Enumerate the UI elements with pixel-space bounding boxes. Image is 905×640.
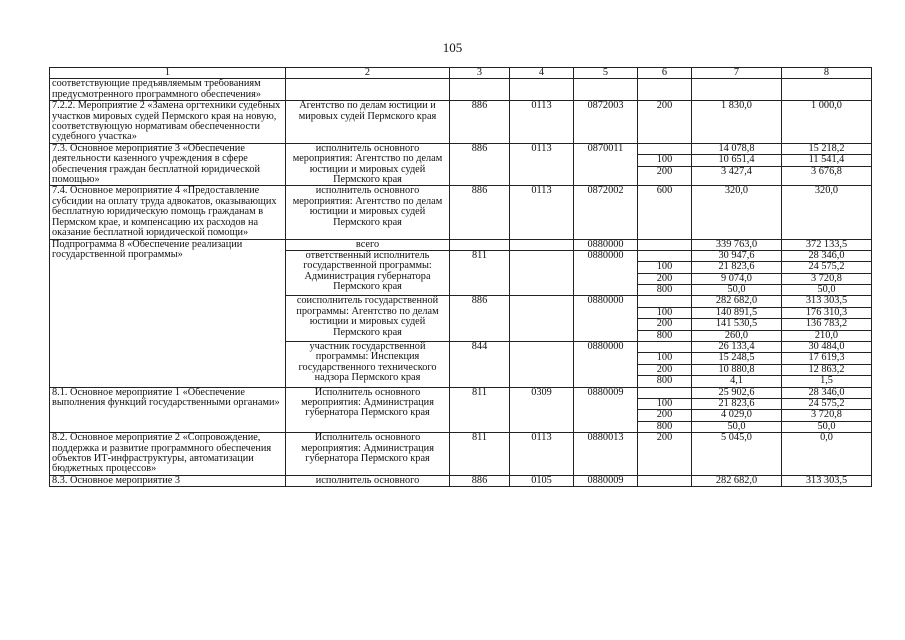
empty-cell <box>638 79 692 101</box>
executor: соисполнитель государственной программы: Агентство по делам юстиции и мировых судей Пермского края <box>286 296 450 342</box>
amount-year-1-value: 14 078,8 <box>718 142 755 154</box>
column-number-header <box>50 68 872 79</box>
expense-type-value: 200 <box>638 166 691 177</box>
target-code: 0880009 <box>574 387 638 433</box>
expense-type <box>638 101 692 144</box>
column-header: 6 <box>638 68 692 79</box>
expense-type-value <box>638 476 691 486</box>
section-code <box>510 296 574 342</box>
amount-year-2-value: 24 575,2 <box>782 261 871 272</box>
expense-type-value: 100 <box>638 261 691 272</box>
expense-type-value <box>638 388 691 398</box>
subprogram-row <box>50 239 872 250</box>
amount-year-1-value: 1 830,0 <box>721 100 752 112</box>
amount-year-2-value: 30 484,0 <box>808 341 845 353</box>
executor: участник государственной программы: Инспекция государственного технического надзора Пермского края <box>286 342 450 388</box>
section-code <box>510 342 574 388</box>
section-code: 0113 <box>510 186 574 239</box>
expense-type <box>638 475 692 486</box>
amount-year-2-value: 210,0 <box>782 330 871 341</box>
table-row <box>50 143 872 186</box>
amount-year-1-value: 3 427,4 <box>692 166 781 177</box>
table-row <box>50 101 872 144</box>
target-code: 0880000 <box>574 239 638 250</box>
amount-year-2 <box>782 239 872 250</box>
target-code: 0872002 <box>574 186 638 239</box>
expense-type-value: 800 <box>638 284 691 295</box>
amount-year-1-value: 21 823,6 <box>692 398 781 409</box>
expense-type <box>638 296 692 342</box>
target-code: 0872003 <box>574 101 638 144</box>
amount-year-2-value: 28 346,0 <box>808 249 845 261</box>
expense-type-value: 100 <box>638 307 691 318</box>
amount-year-1-value: 141 530,5 <box>692 318 781 329</box>
target-code <box>574 79 638 101</box>
amount-year-2 <box>782 475 872 486</box>
amount-year-1-value: 5 045,0 <box>721 432 752 444</box>
amount-year-2-value: 372 133,5 <box>805 238 848 250</box>
expense-type-value: 800 <box>638 375 691 386</box>
amount-year-2 <box>782 342 872 388</box>
table-row <box>50 475 872 486</box>
amount-year-1 <box>692 433 782 476</box>
expense-type-value <box>638 240 691 250</box>
amount-year-2-value: 28 346,0 <box>808 386 845 398</box>
ministry-code: 886 <box>450 186 510 239</box>
expense-type <box>638 143 692 186</box>
amount-year-1-value: 10 651,4 <box>692 154 781 165</box>
section-code: 0105 <box>510 475 574 486</box>
expense-type-value <box>638 342 691 352</box>
section-code: 0113 <box>510 101 574 144</box>
ministry-code <box>450 79 510 101</box>
section-code: 0113 <box>510 143 574 186</box>
amount-year-2-value: 1 000,0 <box>811 100 842 112</box>
target-code: 0880000 <box>574 250 638 296</box>
expense-type <box>638 342 692 388</box>
amount-year-1 <box>692 186 782 239</box>
executor: ответственный исполнитель государственной программы: Администрация губернатора Пермского края <box>286 250 450 296</box>
expense-type-value: 100 <box>638 352 691 363</box>
amount-year-2-value: 320,0 <box>814 185 839 197</box>
activity-name: 7.2.2. Мероприятие 2 «Замена оргтехники судебных участков мировых судей Пермского края на новую, соответствующую нормативам обеспеченности судебного участка» <box>50 101 286 144</box>
expense-type-value: 200 <box>638 409 691 420</box>
ministry-code: 811 <box>450 250 510 296</box>
amount-year-2-value: 50,0 <box>782 421 871 432</box>
ministry-code: 886 <box>450 296 510 342</box>
amount-year-1 <box>692 475 782 486</box>
column-header: 8 <box>782 68 872 79</box>
executor: Агентство по делам юстиции и мировых судей Пермского края <box>286 101 450 144</box>
budget-table <box>49 67 872 487</box>
ministry-code: 886 <box>450 143 510 186</box>
ministry-code <box>450 239 510 250</box>
amount-year-1-value: 282 682,0 <box>715 295 758 307</box>
column-header: 1 <box>50 68 286 79</box>
amount-year-1-value: 50,0 <box>692 284 781 295</box>
table-row <box>50 387 872 433</box>
ministry-code: 811 <box>450 387 510 433</box>
executor: исполнитель основного <box>286 475 450 486</box>
expense-type-value: 200 <box>638 273 691 284</box>
amount-year-1 <box>692 250 782 296</box>
column-header: 3 <box>450 68 510 79</box>
amount-year-2-value: 136 783,2 <box>782 318 871 329</box>
amount-year-2-value: 3 720,8 <box>782 409 871 420</box>
expense-type-value: 200 <box>638 364 691 375</box>
amount-year-1-value: 50,0 <box>692 421 781 432</box>
expense-type <box>638 433 692 476</box>
executor: исполнитель основного мероприятия: Агентство по делам юстиции и мировых судей Пермского края <box>286 143 450 186</box>
target-code: 0880013 <box>574 433 638 476</box>
expense-type-value: 800 <box>638 330 691 341</box>
expense-type <box>638 387 692 433</box>
amount-year-2-value: 17 619,3 <box>782 352 871 363</box>
amount-year-2-value: 12 863,2 <box>782 364 871 375</box>
expense-type-value: 800 <box>638 421 691 432</box>
page-number: 105 <box>442 40 463 55</box>
amount-year-1 <box>692 143 782 186</box>
amount-year-1-value: 26 133,4 <box>718 341 755 353</box>
amount-year-2-value: 24 575,2 <box>782 398 871 409</box>
amount-year-2-value: 11 541,4 <box>782 154 871 165</box>
amount-year-2-value: 176 310,3 <box>782 307 871 318</box>
target-code: 0880009 <box>574 475 638 486</box>
expense-type-value: 200 <box>656 100 673 112</box>
amount-year-2 <box>782 296 872 342</box>
column-header: 2 <box>286 68 450 79</box>
amount-year-2-value: 50,0 <box>782 284 871 295</box>
amount-year-2-value: 1,5 <box>782 375 871 386</box>
amount-year-2 <box>782 387 872 433</box>
table-row <box>50 79 872 101</box>
ministry-code: 886 <box>450 475 510 486</box>
expense-type <box>638 250 692 296</box>
amount-year-1-value: 21 823,6 <box>692 261 781 272</box>
expense-type <box>638 239 692 250</box>
table-row <box>50 433 872 476</box>
amount-year-2 <box>782 250 872 296</box>
column-header: 4 <box>510 68 574 79</box>
amount-year-2-value: 15 218,2 <box>808 142 845 154</box>
executor: исполнитель основного мероприятия: Агентство по делам юстиции и мировых судей Пермского края <box>286 186 450 239</box>
amount-year-1 <box>692 239 782 250</box>
amount-year-1-value: 140 891,5 <box>692 307 781 318</box>
amount-year-2-value: 313 303,5 <box>805 295 848 307</box>
amount-year-2 <box>782 186 872 239</box>
column-header: 5 <box>574 68 638 79</box>
amount-year-2 <box>782 101 872 144</box>
target-code: 0880000 <box>574 342 638 388</box>
expense-type-value <box>638 296 691 306</box>
amount-year-1-value: 4,1 <box>692 375 781 386</box>
activity-name: 7.3. Основное мероприятие 3 «Обеспечение деятельности казенного учреждения в сфере обеспечения граждан бесплатной юридической помощью» <box>50 143 286 186</box>
expense-type-value <box>638 251 691 261</box>
amount-year-2-value: 3 720,8 <box>782 273 871 284</box>
empty-cell <box>692 79 782 101</box>
expense-type-value: 600 <box>656 185 673 197</box>
amount-year-1-value: 25 902,6 <box>718 386 755 398</box>
amount-year-1-value: 30 947,6 <box>718 249 755 261</box>
expense-type <box>638 186 692 239</box>
amount-year-2-value: 0,0 <box>820 432 833 444</box>
amount-year-1-value: 320,0 <box>724 185 749 197</box>
section-code <box>510 250 574 296</box>
amount-year-1-value: 282 682,0 <box>715 474 758 486</box>
empty-cell <box>782 79 872 101</box>
target-code: 0870011 <box>574 143 638 186</box>
subprogram-name: Подпрограмма 8 «Обеспечение реализации государственной программы» <box>50 239 286 387</box>
expense-type-value: 200 <box>656 432 673 444</box>
amount-year-2 <box>782 143 872 186</box>
amount-year-2-value: 3 676,8 <box>782 166 871 177</box>
section-code: 0113 <box>510 433 574 476</box>
amount-year-1-value: 260,0 <box>692 330 781 341</box>
executor <box>286 79 450 101</box>
amount-year-1-value: 339 763,0 <box>715 238 758 250</box>
section-code <box>510 79 574 101</box>
target-code: 0880000 <box>574 296 638 342</box>
expense-type-value: 100 <box>638 154 691 165</box>
amount-year-1-value: 10 880,8 <box>692 364 781 375</box>
ministry-code: 844 <box>450 342 510 388</box>
ministry-code: 811 <box>450 433 510 476</box>
section-code: 0309 <box>510 387 574 433</box>
amount-year-1 <box>692 296 782 342</box>
amount-year-1 <box>692 342 782 388</box>
activity-name: 8.2. Основное мероприятие 2 «Сопровождение, поддержка и развитие программного обеспечения объектов ИТ-инфраструктуры, автоматизации бюджетных процессов» <box>50 433 286 476</box>
amount-year-2-value: 313 303,5 <box>805 474 848 486</box>
expense-type-value <box>638 144 691 154</box>
expense-type-value: 200 <box>638 318 691 329</box>
ministry-code: 886 <box>450 101 510 144</box>
amount-year-1 <box>692 387 782 433</box>
table-row <box>50 186 872 239</box>
executor: всего <box>286 239 450 250</box>
expense-type-value: 100 <box>638 398 691 409</box>
activity-name: 7.4. Основное мероприятие 4 «Предоставление субсидии на оплату труда адвокатов, оказывающих бесплатную юридическую помощь гражданам в Пермском крае, и компенсацию их расходов на оказание бесплатной юридической помощи» <box>50 186 286 239</box>
amount-year-1-value: 4 029,0 <box>692 409 781 420</box>
activity-name: 8.1. Основное мероприятие 1 «Обеспечение выполнения функций государственными органами» <box>50 387 286 433</box>
section-code <box>510 239 574 250</box>
amount-year-2 <box>782 433 872 476</box>
executor: Исполнитель основного мероприятия: Администрация губернатора Пермского края <box>286 387 450 433</box>
activity-name: 8.3. Основное мероприятие 3 <box>50 475 286 486</box>
activity-name: соответствующие предъявляемым требованиям предусмотренного программного обеспечения» <box>50 79 286 101</box>
column-header: 7 <box>692 68 782 79</box>
amount-year-1 <box>692 101 782 144</box>
amount-year-1-value: 9 074,0 <box>692 273 781 284</box>
executor: Исполнитель основного мероприятия: Администрация губернатора Пермского края <box>286 433 450 476</box>
amount-year-1-value: 15 248,5 <box>692 352 781 363</box>
